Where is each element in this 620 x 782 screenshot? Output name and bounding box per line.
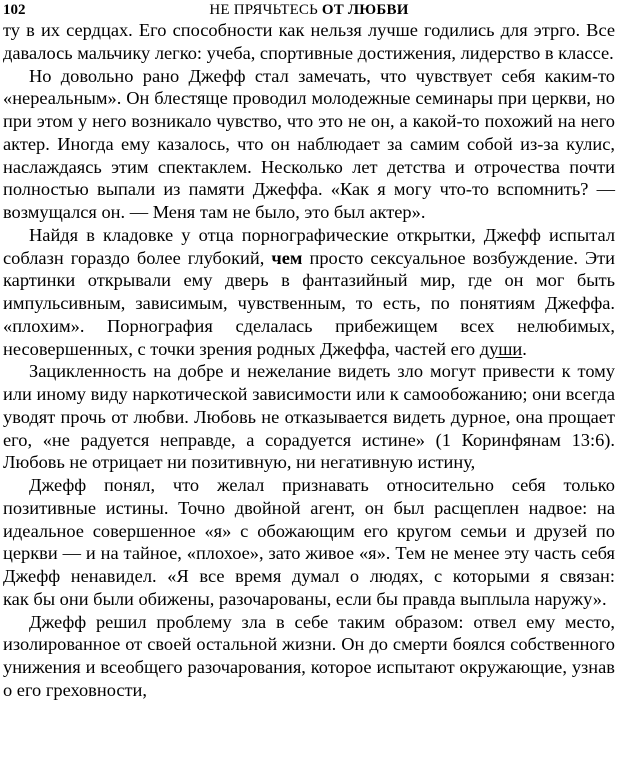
bold-word: чем [271, 247, 303, 268]
paragraph-3-part1: Найдя в кладовке у отца порнографические открытки, Джефф испытал соблазн гораздо более глубокий, [3, 224, 615, 268]
paragraph-3-end: . [522, 338, 527, 359]
paragraph-4: Зацикленность на добре и нежелание видеть зло могут привести к тому или иному виду наркотической зависимости или к самообожанию; они всегда уводят прочь от любви. Любовь не отказывается видеть дурное, она прощает его, «не радуется неправде, а сорадуется истине» (1 Коринфянам 13:6). Любовь не отрицает ни позитивную, ни негативную истину, [3, 361, 615, 473]
body-text [3, 19, 615, 702]
page-number: 102 [3, 2, 26, 18]
paragraph-7: Джефф решил проблему зла в себе таким образом: отвел ему место, изолированное от своей остальной жизни. Он до смерти боялся собственного унижения и всеобщего разочарования, которое испытают окружающие, узнав о его греховности, [3, 611, 615, 700]
page-header [3, 0, 615, 20]
underlined-word: души [479, 338, 523, 359]
running-title-part1: НЕ ПРЯЧЬТЕСЬ [209, 2, 322, 18]
paragraph-3 [3, 224, 615, 361]
paragraph-2: Но довольно рано Джефф стал замечать, что чувствует себя каким-то «нереальным». Он блестяще проводил молодежные семинары при церкви, но при этом у него возникало чувство, что это не он, а какой-то похожий на него актер. Иногда ему казалось, что он наблюдает за самим собой из-за кулис, наслаждаясь этим спектаклем. Несколько лет детства и отрочества почти полностью выпали из памяти Джеффа. «Как я могу что-то вспомнить? — возмущался он. — Меня там не было, это был актер». [3, 65, 615, 222]
running-title-part2: ОТ ЛЮБВИ [321, 2, 409, 18]
paragraph-6: как бы они были обижены, разочарованы, если бы правда выплыла наружу». [3, 588, 607, 609]
paragraph-5: Джефф понял, что желал признавать относительно себя только позитивные истины. Точно двойной агент, он был расщеплен надвое: на идеальное совершенное «я» с обожающим его кругом семьи и друзей по церкви — и на тайное, «плохое», зато живое «я». Тем не менее эту часть себя Джефф ненавидел. «Я все время думал о людях, с которыми я связан: [3, 475, 615, 586]
paragraph-3-part2: просто сексуальное возбуждение. Эти картинки открывали ему дверь в фантазийный мир, где он мог быть импульсивным, зависимым, чувственным, то есть, по понятиям Джеффа. «плохим». Порнография сделалась прибежищем всех нелюбимых, несовершенных, с точки зрения родных Джеффа, частей его [3, 247, 615, 359]
running-title [3, 0, 615, 20]
paragraph-1: ту в их сердцах. Его способности как нельзя лучше годились для этрго. Все давалось мальчику легко: учеба, спортивные достижения, лидерство в классе. [3, 20, 615, 63]
